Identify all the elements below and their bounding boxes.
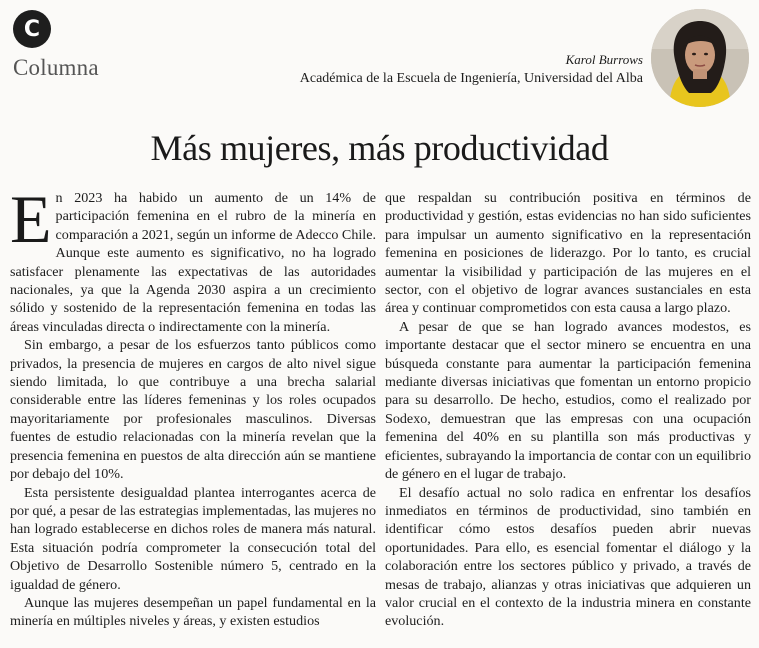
- headline: Más mujeres, más productividad: [150, 128, 609, 168]
- author-portrait-icon: [651, 9, 749, 107]
- section-label: Columna: [13, 55, 99, 80]
- author-block: [300, 52, 643, 87]
- paragraph: Esta persistente desigualdad plantea interrogantes acerca de por qué, a pesar de las estrategias implementadas, las mujeres no han logrado establecerse en dichos roles de manera más natural. Esta situación podría comprometer la consecución total del Objetivo de Desarrollo Sostenible número 5, centrado en la igualdad de género.: [10, 484, 376, 593]
- paragraph: que respaldan su contribución positiva en términos de productividad y gestión, estas evidencias no han sido suficientes para impulsar un aumento significativo en la representación femenina en posiciones de liderazgo. Por lo tanto, es crucial aumentar la visibilidad y participación de las mujeres en el sector, con el objetivo de lograr avances sustanciales en esta área y continuar comprometidos con esta causa a largo plazo.: [385, 190, 751, 317]
- article-column-right: [385, 189, 751, 631]
- author-name: Karol Burrows: [565, 52, 643, 67]
- paragraph: El desafío actual no solo radica en enfrentar los desafíos inmediatos en términos de productividad, sino también en identificar cómo estos desafíos pueden abrir nuevas oportunidades. Para ello, es esencial fomentar el diálogo y la colaboración entre los sectores público y privado, a través de mesas de trabajo, alianzas y otras iniciativas que adquieren un valor crucial en el contexto de la industria minera en constante evolución.: [385, 484, 751, 630]
- author-photo: [651, 9, 749, 107]
- paragraph-text: n 2023 ha habido un aumento de un 14% de participación femenina en el rubro de la minería en comparación a 2021, según un informe de Adecco Chile. Aunque este aumento es significativo, no ha logrado satisfacer plenamente las expectativas de las autoridades nacionales, ya que la Agenda 2030 aspira a un crecimiento sólido y sostenido de la representación femenina en todas las áreas vinculadas directa o indirectamente con la minería.: [10, 190, 376, 335]
- paragraph: A pesar de que se han logrado avances modestos, es importante destacar que el sector minero se encuentra en una búsqueda constante para aumentar la participación femenina mediante diversas iniciativas que fomentan un entorno propicio para su desarrollo. De hecho, estudios, como el realizado por Sodexo, demuestran que las empresas con una ocupación femenina del 40% en su plantilla son más productivas y eficientes, subrayando la importancia de contar con un equilibrio de género en el lugar de trabajo.: [385, 318, 751, 483]
- paragraph: Aunque las mujeres desempeñan un papel fundamental en la minería en múltiples niveles y áreas, y existen estudios: [10, 594, 376, 630]
- author-title: Académica de la Escuela de Ingeniería, Universidad del Alba: [299, 71, 643, 86]
- paragraph: Sin embargo, a pesar de los esfuerzos tanto públicos como privados, la presencia de mujeres en cargos de alto nivel sigue siendo limitada, lo que contribuye a una brecha salarial considerable entre las líderes femeninas y los roles ocupados mayoritariamente por profesionales masculinos. Diversas fuentes de estudio relacionadas con la minería revelan que la presencia femenina en puestos de alta dirección aún se mantiene por debajo del 10%.: [10, 337, 376, 483]
- drop-cap: E: [10, 181, 52, 257]
- article-column-left: [10, 181, 376, 631]
- paragraph: [10, 181, 376, 336]
- column-badge: C: [13, 10, 51, 48]
